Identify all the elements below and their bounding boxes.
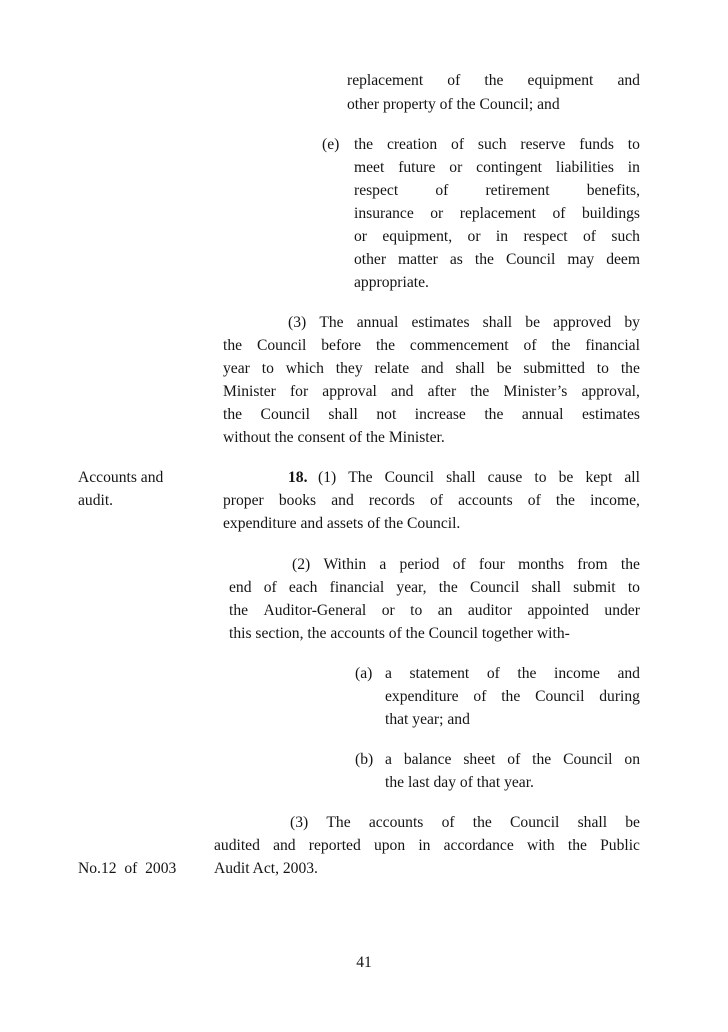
margin-note: audit. bbox=[78, 492, 114, 509]
item-line: a balance sheet of the Council on bbox=[385, 751, 640, 768]
paragraph-line: year to which they relate and shall be submitted to the bbox=[223, 360, 640, 377]
paragraph-line: this section, the accounts of the Council together with- bbox=[229, 625, 570, 642]
item-line: expenditure of the Council during bbox=[385, 688, 640, 705]
margin-note: Accounts and bbox=[78, 469, 164, 486]
item-line: appropriate. bbox=[354, 274, 429, 291]
item-line: meet future or contingent liabilities in bbox=[354, 159, 640, 176]
paragraph-line: (2) Within a period of four months from the bbox=[292, 556, 640, 573]
paragraph-line: (3) The annual estimates shall be approved by bbox=[288, 314, 640, 331]
page-number: 41 bbox=[356, 954, 372, 971]
item-line: or equipment, or in respect of such bbox=[354, 228, 640, 245]
paragraph-line: end of each financial year, the Council shall submit to bbox=[229, 579, 640, 596]
paragraph-line: (3) The accounts of the Council shall be bbox=[290, 814, 640, 831]
item-label: (a) bbox=[355, 665, 373, 682]
margin-note: No.12 of 2003 bbox=[78, 860, 177, 877]
paragraph-line: expenditure and assets of the Council. bbox=[223, 515, 461, 532]
item-label: (e) bbox=[322, 136, 340, 153]
section-number: 18. bbox=[288, 469, 308, 486]
paragraph-line: (1) The Council shall cause to be kept all bbox=[318, 469, 640, 486]
item-line: a statement of the income and bbox=[385, 665, 640, 682]
paragraph-line: proper books and records of accounts of the income, bbox=[223, 492, 640, 509]
continuation-line: replacement of the equipment and bbox=[347, 72, 640, 89]
item-line: respect of retirement benefits, bbox=[354, 182, 640, 199]
paragraph-line: without the consent of the Minister. bbox=[223, 429, 445, 446]
item-line: the creation of such reserve funds to bbox=[354, 136, 640, 153]
item-line: that year; and bbox=[385, 711, 470, 728]
paragraph-line: the Auditor-General or to an auditor appointed under bbox=[229, 602, 640, 619]
paragraph-line: the Council before the commencement of the financial bbox=[223, 337, 640, 354]
paragraph-line: Audit Act, 2003. bbox=[214, 860, 318, 877]
paragraph-line: Minister for approval and after the Minister’s approval, bbox=[223, 383, 640, 400]
item-line: the last day of that year. bbox=[385, 774, 534, 791]
paragraph-line: the Council shall not increase the annual estimates bbox=[223, 406, 640, 423]
continuation-line: other property of the Council; and bbox=[347, 96, 560, 113]
item-label: (b) bbox=[355, 751, 374, 768]
paragraph-line: audited and reported upon in accordance with the Public bbox=[214, 837, 640, 854]
item-line: other matter as the Council may deem bbox=[354, 251, 640, 268]
item-line: insurance or replacement of buildings bbox=[354, 205, 640, 222]
